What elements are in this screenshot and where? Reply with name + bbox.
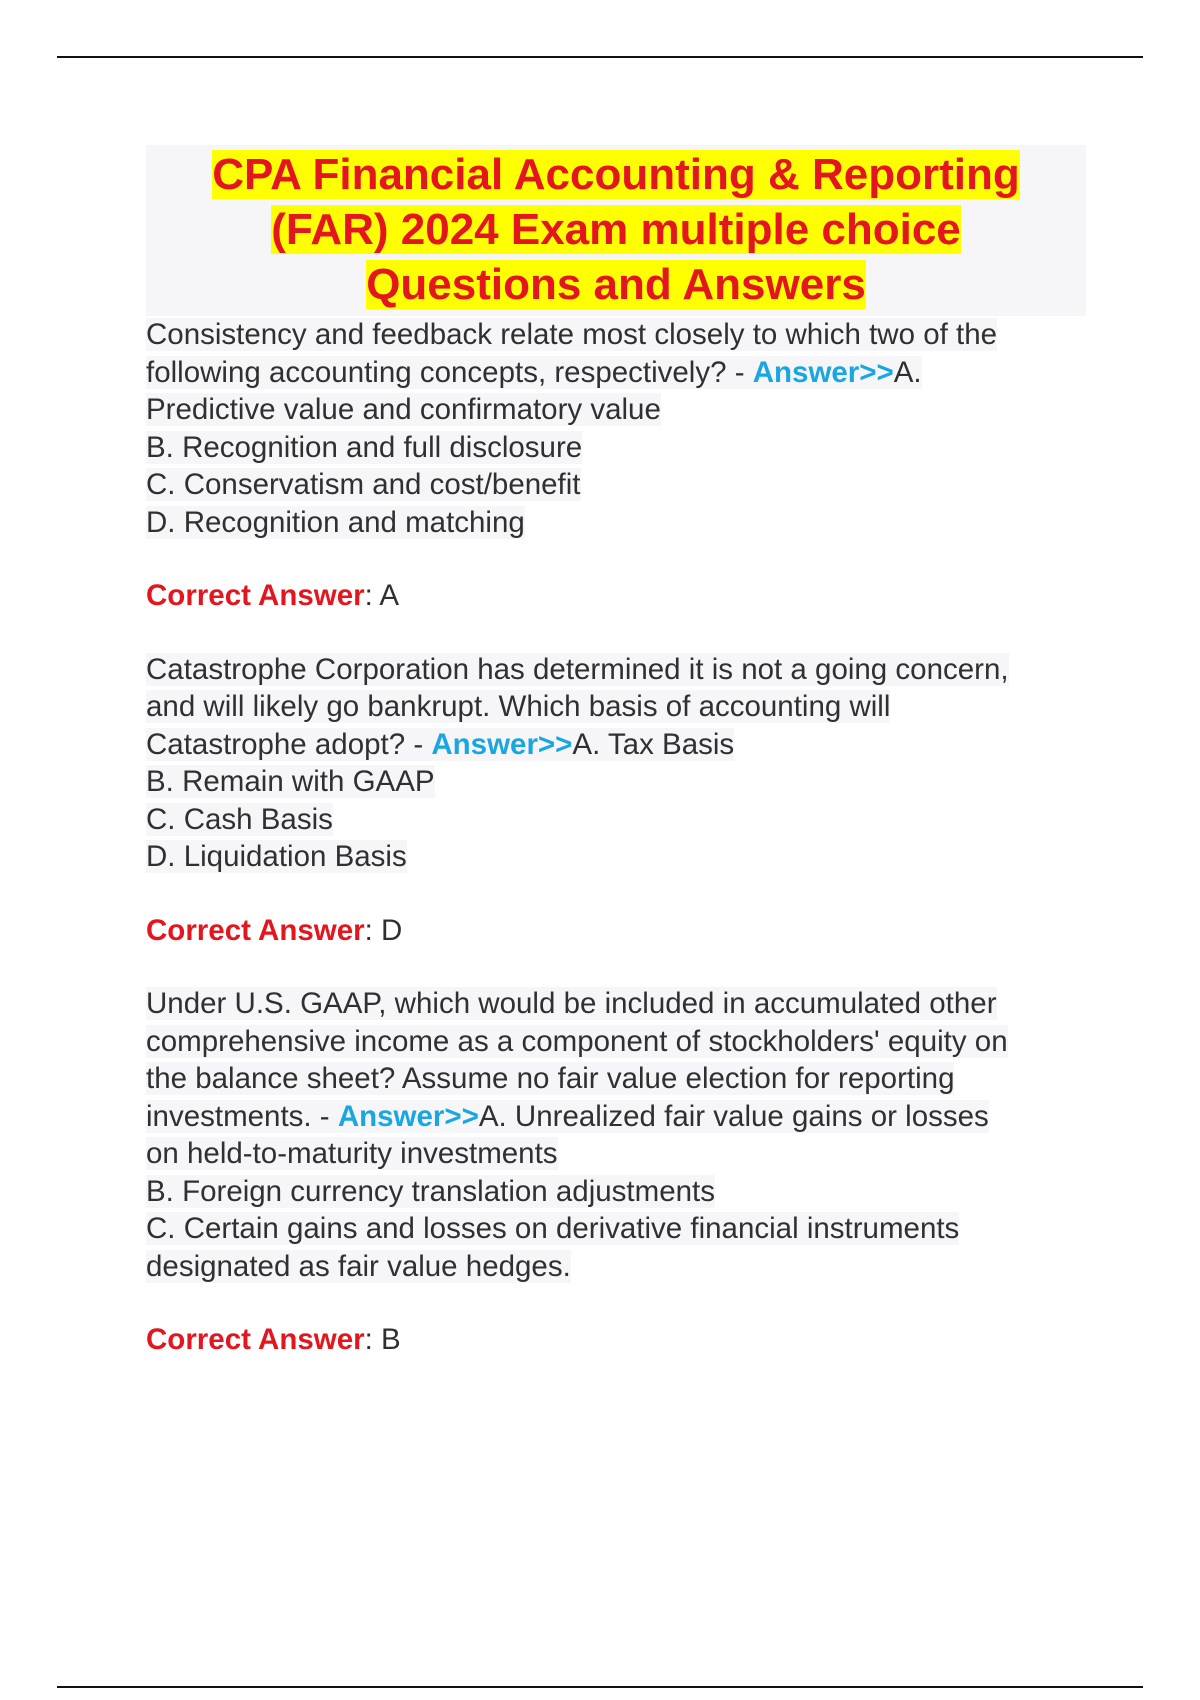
- question-2-option-d: D. Liquidation Basis: [146, 840, 407, 873]
- question-block-3: [146, 985, 1086, 1359]
- question-3-line-3: the balance sheet? Assume no fair value election for reporting: [146, 1062, 955, 1095]
- answer-marker: Answer>>: [431, 727, 573, 761]
- question-1-line-1: Consistency and feedback relate most closely to which two of the: [146, 318, 998, 351]
- question-3-option-c-cont: designated as fair value hedges.: [146, 1249, 571, 1283]
- question-3-option-a: A. Unrealized fair value gains or losses: [478, 1099, 989, 1133]
- correct-answer-label: Correct Answer: [146, 913, 365, 947]
- document-body: [146, 145, 1086, 1359]
- question-2-correct-answer: [146, 912, 1086, 950]
- question-3-option-b: B. Foreign currency translation adjustments: [146, 1174, 715, 1208]
- correct-answer-value: : D: [364, 913, 403, 947]
- question-2-line-3: Catastrophe adopt? -: [146, 727, 432, 761]
- question-2-option-a: A. Tax Basis: [572, 727, 735, 761]
- bottom-rule: [57, 1686, 1143, 1688]
- question-3-option-a-cont: on held-to-maturity investments: [146, 1137, 558, 1170]
- question-1-correct-answer: [146, 577, 1086, 615]
- question-2-option-c: C. Cash Basis: [146, 802, 333, 836]
- title-line-3: Questions and Answers: [366, 260, 866, 309]
- question-1-stem: [146, 316, 1086, 429]
- correct-answer-label: Correct Answer: [146, 579, 365, 612]
- question-2-stem: [146, 651, 1086, 764]
- question-1-line-2: following accounting concepts, respectively? -: [146, 355, 753, 389]
- question-1-option-c: C. Conservatism and cost/benefit: [146, 468, 581, 501]
- title-line-1: CPA Financial Accounting & Reporting: [212, 150, 1020, 199]
- answer-marker: Answer>>: [337, 1099, 479, 1133]
- correct-answer-label: Correct Answer: [146, 1323, 365, 1356]
- question-3-line-4: investments. -: [146, 1099, 338, 1133]
- answer-marker: Answer>>: [752, 355, 894, 389]
- question-3-correct-answer: [146, 1321, 1086, 1359]
- question-1-option-a-cont: Predictive value and confirmatory value: [146, 393, 661, 426]
- question-2-line-2: and will likely go bankrupt. Which basis of accounting will: [146, 690, 891, 723]
- question-block-1: [146, 316, 1086, 615]
- question-1-option-b: B. Recognition and full disclosure: [146, 430, 583, 464]
- question-block-2: [146, 651, 1086, 950]
- question-2-line-1: Catastrophe Corporation has determined it is not a going concern,: [146, 652, 1009, 686]
- question-3-line-1: Under U.S. GAAP, which would be included in accumulated other: [146, 987, 997, 1020]
- question-3-line-2: comprehensive income as a component of stockholders' equity on: [146, 1024, 1008, 1058]
- question-3-stem: [146, 985, 1086, 1173]
- correct-answer-value: : B: [364, 1323, 401, 1356]
- question-1-option-a: A.: [893, 355, 922, 389]
- document-title: [146, 145, 1086, 316]
- title-line-2: (FAR) 2024 Exam multiple choice: [271, 205, 961, 254]
- question-3-option-c: C. Certain gains and losses on derivative financial instruments: [146, 1212, 960, 1245]
- correct-answer-value: : A: [364, 579, 400, 612]
- top-rule: [57, 56, 1143, 58]
- question-2-option-b: B. Remain with GAAP: [146, 765, 435, 798]
- question-1-option-d: D. Recognition and matching: [146, 505, 525, 539]
